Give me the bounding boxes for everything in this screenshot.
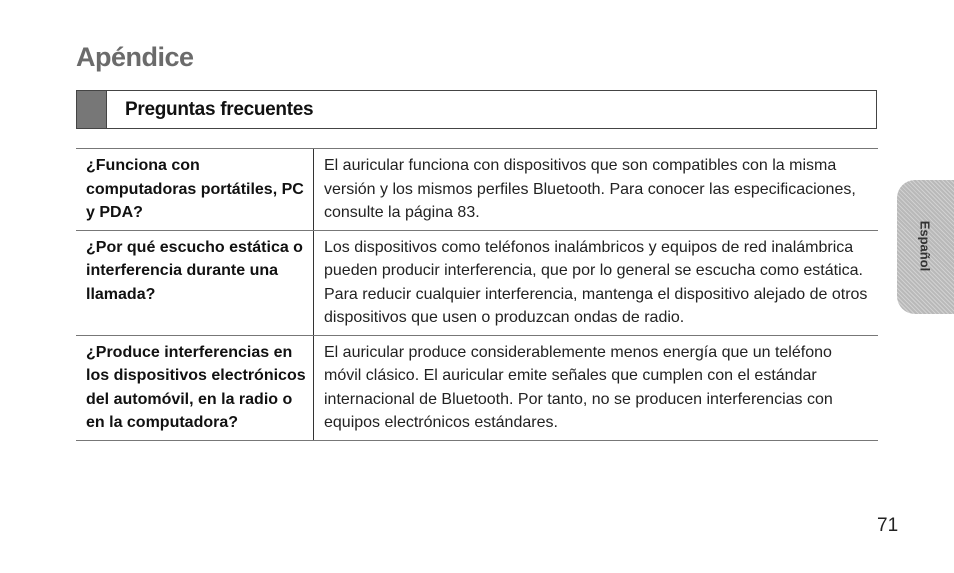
faq-row	[76, 336, 878, 441]
faq-row	[76, 231, 878, 336]
faq-answer: Los dispositivos como teléfonos inalámbricos y equipos de red inalámbrica pueden producir interferencia, que por lo general se escucha como estática. Para reducir cualquier interferencia, mantenga el dispositivo alejado de otros dispositivos que usen o produzcan ondas de radio.	[324, 238, 868, 326]
language-tab-label: Español	[917, 220, 933, 272]
faq-table	[76, 148, 878, 441]
section-title: Preguntas frecuentes	[125, 99, 314, 120]
faq-question: ¿Por qué escucho estática o interferencia durante una llamada?	[76, 231, 314, 335]
faq-row	[76, 149, 878, 231]
faq-question: ¿Funciona con computadoras portátiles, PC y PDA?	[76, 149, 314, 230]
language-tab	[897, 180, 954, 314]
page-title: Apéndice	[76, 42, 194, 72]
section-header	[76, 90, 877, 129]
page-number: 71	[877, 515, 899, 536]
section-marker	[77, 91, 107, 128]
faq-answer: El auricular funciona con dispositivos que son compatibles con la misma versión y los mismos perfiles Bluetooth. Para conocer las especificaciones, consulte la página 83.	[324, 157, 856, 221]
faq-question: ¿Produce interferencias en los dispositivos electrónicos del automóvil, en la radio o en la computadora?	[76, 336, 314, 440]
faq-answer: El auricular produce considerablemente menos energía que un teléfono móvil clásico. El auricular emite señales que cumplen con el estándar internacional de Bluetooth. Por tanto, no se producen interferencias con equipos electrónicos estándares.	[324, 343, 833, 431]
